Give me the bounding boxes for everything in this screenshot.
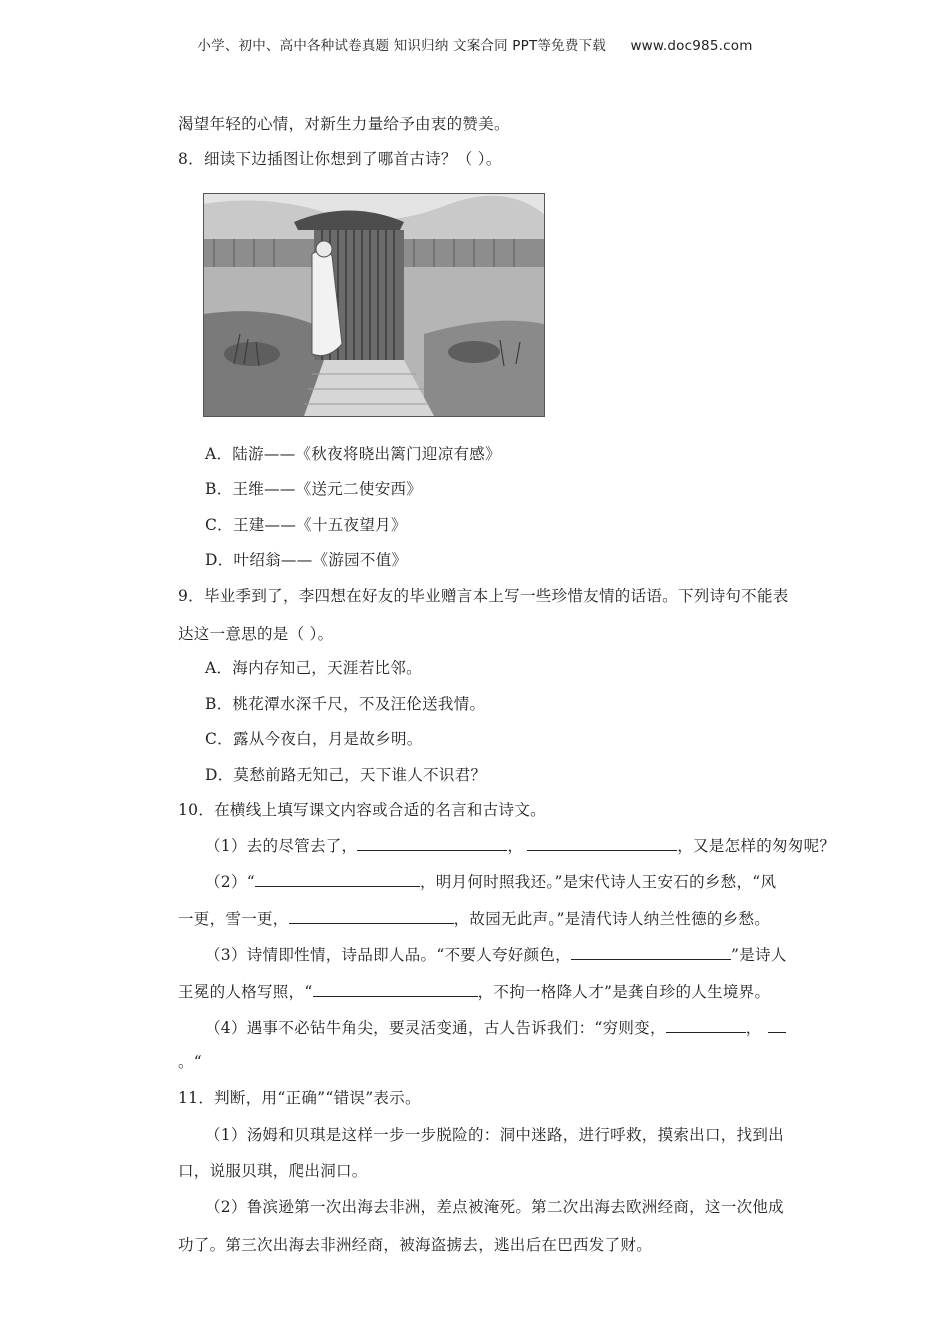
question-10-4-line2: 。“ <box>178 1053 203 1071</box>
answer-blank[interactable] <box>289 909 454 924</box>
question-11: 11．判断，用“正确”“错误”表示。 <box>178 1089 421 1107</box>
header-text: 小学、初中、高中各种试卷真题 知识归纳 文案合同 PPT等免费下载 <box>197 38 606 54</box>
option-8b: B．王维——《送元二使安西》 <box>205 480 423 498</box>
option-9c: C．露从今夜白，月是故乡明。 <box>205 730 423 748</box>
header-url[interactable]: www.doc985.com <box>630 38 753 54</box>
question-8: 8．细读下边插图让你想到了哪首古诗？（ ）。 <box>178 150 502 168</box>
question-10: 10．在横线上填写课文内容或合适的名言和古诗文。 <box>178 801 546 819</box>
text-segment: ，又是怎样的匆匆呢？ <box>677 837 836 855</box>
answer-blank[interactable] <box>768 1018 786 1033</box>
option-8d: D．叶绍翁——《游园不值》 <box>205 551 408 569</box>
text-segment: ， <box>745 1019 762 1037</box>
text-segment: ，故园无此声。”是清代诗人纳兰性德的乡愁。 <box>453 910 771 928</box>
answer-blank[interactable] <box>313 982 478 997</box>
question-9-line2: 达这一意思的是（ ）。 <box>178 625 334 643</box>
question-10-3-line1 <box>205 943 787 965</box>
question-10-2-line2 <box>178 907 770 929</box>
text-line: 渴望年轻的心情，对新生力量给予由衷的赞美。 <box>178 115 510 133</box>
text-segment: ，明月何时照我还。”是宋代诗人王安石的乡愁，“风 <box>420 873 777 891</box>
question-10-3-line2 <box>178 980 770 1002</box>
option-8c: C．王建——《十五夜望月》 <box>205 516 407 534</box>
answer-blank[interactable] <box>255 872 420 887</box>
statement-11-1-line2: 口，说服贝琪，爬出洞口。 <box>178 1162 368 1180</box>
text-segment: ，不拘一格降人才”是龚自珍的人生境界。 <box>477 983 771 1001</box>
answer-blank[interactable] <box>571 945 731 960</box>
text-segment: （2）“ <box>205 873 255 891</box>
text-segment: 王冕的人格写照，“ <box>178 983 313 1001</box>
option-9a: A．海内存知己，天涯若比邻。 <box>205 659 422 677</box>
page-header <box>0 34 950 54</box>
question-9-line1: 9．毕业季到了，李四想在好友的毕业赠言本上写一些珍惜友情的话语。下列诗句不能表 <box>178 587 789 605</box>
answer-blank[interactable] <box>357 836 507 851</box>
option-9d: D．莫愁前路无知己，天下谁人不识君？ <box>205 766 487 784</box>
option-9b: B．桃花潭水深千尺，不及汪伦送我情。 <box>205 695 486 713</box>
question-10-2-line1 <box>205 870 776 892</box>
statement-11-2-line1: （2）鲁滨逊第一次出海去非洲，差点被淹死。第二次出海去欧洲经商，这一次他成 <box>205 1198 784 1216</box>
statement-11-1-line1: （1）汤姆和贝琪是这样一步一步脱险的：洞中迷路，进行呼救，摸索出口，找到出 <box>205 1126 784 1144</box>
question-10-1 <box>205 834 835 856</box>
question-10-4-line1 <box>205 1016 786 1038</box>
poem-illustration <box>203 193 545 417</box>
text-segment: ”是诗人 <box>731 946 787 964</box>
text-segment: （3）诗情即性情，诗品即人品。“不要人夸好颜色， <box>205 946 571 964</box>
text-segment: （4）遇事不必钻牛角尖，要灵活变通，古人告诉我们：“穷则变， <box>205 1019 666 1037</box>
text-segment: 一更，雪一更， <box>178 910 289 928</box>
answer-blank[interactable] <box>666 1018 746 1033</box>
option-8a: A．陆游——《秋夜将晓出篱门迎凉有感》 <box>205 445 501 463</box>
statement-11-2-line2: 功了。第三次出海去非洲经商，被海盗掳去，逃出后在巴西发了财。 <box>178 1236 653 1254</box>
text-segment: （1）去的尽管去了， <box>205 837 358 855</box>
text-segment: ， <box>507 837 524 855</box>
answer-blank[interactable] <box>527 836 677 851</box>
